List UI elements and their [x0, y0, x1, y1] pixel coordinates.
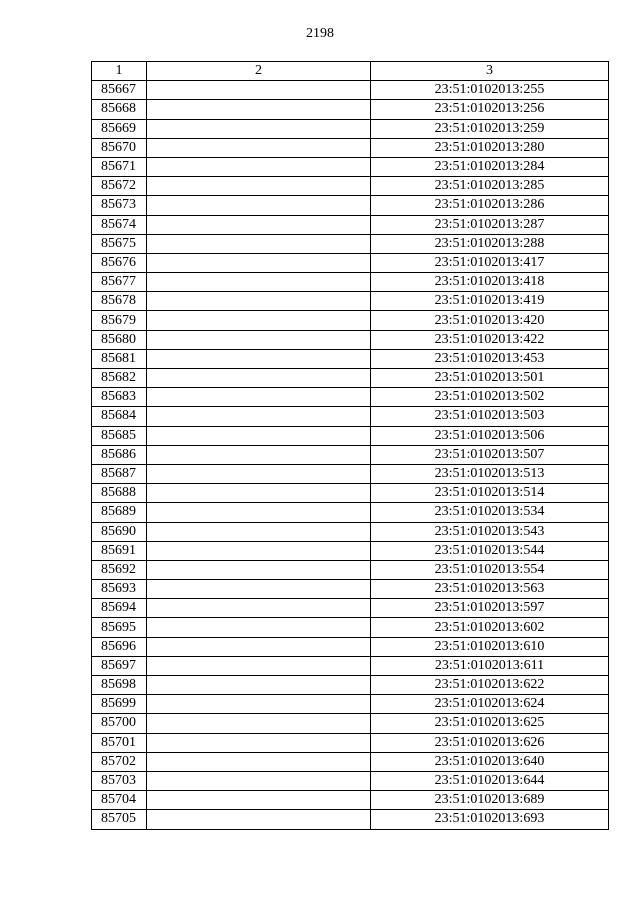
- description-cell: [147, 484, 371, 503]
- row-number-cell: 85700: [92, 714, 147, 733]
- description-cell: [147, 445, 371, 464]
- table-row: [92, 196, 609, 215]
- cadastral-number-cell: 23:51:0102013:624: [371, 695, 609, 714]
- cadastral-number-cell: 23:51:0102013:501: [371, 369, 609, 388]
- cadastral-number-cell: 23:51:0102013:259: [371, 119, 609, 138]
- cadastral-number-cell: 23:51:0102013:644: [371, 771, 609, 790]
- row-number-cell: 85696: [92, 637, 147, 656]
- row-number-cell: 85693: [92, 580, 147, 599]
- row-number-cell: 85694: [92, 599, 147, 618]
- table-row: [92, 349, 609, 368]
- row-number-cell: 85679: [92, 311, 147, 330]
- table-row: [92, 676, 609, 695]
- row-number-cell: 85704: [92, 791, 147, 810]
- cadastral-number-cell: 23:51:0102013:544: [371, 541, 609, 560]
- cadastral-number-cell: 23:51:0102013:610: [371, 637, 609, 656]
- description-cell: [147, 138, 371, 157]
- table-row: [92, 752, 609, 771]
- table-row: [92, 177, 609, 196]
- table-row: [92, 560, 609, 579]
- description-cell: [147, 560, 371, 579]
- table-row: [92, 273, 609, 292]
- row-number-cell: 85692: [92, 560, 147, 579]
- cadastral-number-cell: 23:51:0102013:284: [371, 157, 609, 176]
- row-number-cell: 85686: [92, 445, 147, 464]
- cadastral-number-cell: 23:51:0102013:602: [371, 618, 609, 637]
- cadastral-number-cell: 23:51:0102013:689: [371, 791, 609, 810]
- description-cell: [147, 273, 371, 292]
- row-number-cell: 85695: [92, 618, 147, 637]
- row-number-cell: 85682: [92, 369, 147, 388]
- registry-table-body: [92, 62, 609, 830]
- row-number-cell: 85672: [92, 177, 147, 196]
- page-number: 2198: [306, 26, 334, 41]
- row-number-cell: 85690: [92, 522, 147, 541]
- table-row: [92, 311, 609, 330]
- row-number-cell: 85683: [92, 388, 147, 407]
- cadastral-number-cell: 23:51:0102013:418: [371, 273, 609, 292]
- table-row: [92, 426, 609, 445]
- description-cell: [147, 791, 371, 810]
- cadastral-number-cell: 23:51:0102013:622: [371, 676, 609, 695]
- row-number-cell: 85703: [92, 771, 147, 790]
- table-row: [92, 330, 609, 349]
- cadastral-number-cell: 23:51:0102013:288: [371, 234, 609, 253]
- cadastral-number-cell: 23:51:0102013:285: [371, 177, 609, 196]
- cadastral-number-cell: 23:51:0102013:597: [371, 599, 609, 618]
- cadastral-number-cell: 23:51:0102013:506: [371, 426, 609, 445]
- table-row: [92, 369, 609, 388]
- row-number-cell: 85691: [92, 541, 147, 560]
- row-number-cell: 85684: [92, 407, 147, 426]
- column-header-1: 1: [92, 62, 147, 81]
- table-row: [92, 771, 609, 790]
- table-row: [92, 157, 609, 176]
- cadastral-number-cell: 23:51:0102013:543: [371, 522, 609, 541]
- description-cell: [147, 196, 371, 215]
- description-cell: [147, 292, 371, 311]
- cadastral-number-cell: 23:51:0102013:514: [371, 484, 609, 503]
- cadastral-number-cell: 23:51:0102013:611: [371, 656, 609, 675]
- row-number-cell: 85687: [92, 464, 147, 483]
- description-cell: [147, 349, 371, 368]
- description-cell: [147, 330, 371, 349]
- cadastral-number-cell: 23:51:0102013:640: [371, 752, 609, 771]
- row-number-cell: 85671: [92, 157, 147, 176]
- cadastral-number-cell: 23:51:0102013:534: [371, 503, 609, 522]
- row-number-cell: 85678: [92, 292, 147, 311]
- description-cell: [147, 637, 371, 656]
- cadastral-number-cell: 23:51:0102013:503: [371, 407, 609, 426]
- description-cell: [147, 503, 371, 522]
- description-cell: [147, 388, 371, 407]
- table-row: [92, 292, 609, 311]
- table-row: [92, 81, 609, 100]
- description-cell: [147, 810, 371, 829]
- description-cell: [147, 426, 371, 445]
- description-cell: [147, 177, 371, 196]
- table-row: [92, 522, 609, 541]
- description-cell: [147, 714, 371, 733]
- description-cell: [147, 100, 371, 119]
- description-cell: [147, 580, 371, 599]
- row-number-cell: 85689: [92, 503, 147, 522]
- cadastral-number-cell: 23:51:0102013:286: [371, 196, 609, 215]
- row-number-cell: 85670: [92, 138, 147, 157]
- cadastral-number-cell: 23:51:0102013:419: [371, 292, 609, 311]
- description-cell: [147, 676, 371, 695]
- description-cell: [147, 215, 371, 234]
- table-row: [92, 695, 609, 714]
- row-number-cell: 85673: [92, 196, 147, 215]
- cadastral-number-cell: 23:51:0102013:420: [371, 311, 609, 330]
- description-cell: [147, 157, 371, 176]
- table-row: [92, 714, 609, 733]
- table-row: [92, 580, 609, 599]
- row-number-cell: 85680: [92, 330, 147, 349]
- table-row: [92, 215, 609, 234]
- description-cell: [147, 599, 371, 618]
- row-number-cell: 85699: [92, 695, 147, 714]
- table-row: [92, 100, 609, 119]
- table-row: [92, 503, 609, 522]
- column-header-3: 3: [371, 62, 609, 81]
- table-row: [92, 656, 609, 675]
- description-cell: [147, 522, 371, 541]
- description-cell: [147, 695, 371, 714]
- description-cell: [147, 733, 371, 752]
- cadastral-number-cell: 23:51:0102013:417: [371, 253, 609, 272]
- description-cell: [147, 752, 371, 771]
- row-number-cell: 85685: [92, 426, 147, 445]
- table-row: [92, 791, 609, 810]
- table-row: [92, 407, 609, 426]
- table-row: [92, 637, 609, 656]
- cadastral-number-cell: 23:51:0102013:280: [371, 138, 609, 157]
- description-cell: [147, 618, 371, 637]
- description-cell: [147, 119, 371, 138]
- cadastral-number-cell: 23:51:0102013:625: [371, 714, 609, 733]
- table-row: [92, 388, 609, 407]
- row-number-cell: 85674: [92, 215, 147, 234]
- description-cell: [147, 407, 371, 426]
- table-row: [92, 445, 609, 464]
- registry-table: [91, 61, 609, 830]
- column-header-2: 2: [147, 62, 371, 81]
- table-row: [92, 234, 609, 253]
- description-cell: [147, 234, 371, 253]
- cadastral-number-cell: 23:51:0102013:287: [371, 215, 609, 234]
- description-cell: [147, 464, 371, 483]
- table-row: [92, 138, 609, 157]
- table-row: [92, 484, 609, 503]
- cadastral-number-cell: 23:51:0102013:626: [371, 733, 609, 752]
- row-number-cell: 85701: [92, 733, 147, 752]
- cadastral-number-cell: 23:51:0102013:513: [371, 464, 609, 483]
- row-number-cell: 85688: [92, 484, 147, 503]
- table-row: [92, 599, 609, 618]
- row-number-cell: 85677: [92, 273, 147, 292]
- table-row: [92, 464, 609, 483]
- table-row: [92, 253, 609, 272]
- table-row: [92, 810, 609, 829]
- row-number-cell: 85698: [92, 676, 147, 695]
- cadastral-number-cell: 23:51:0102013:693: [371, 810, 609, 829]
- table-row: [92, 541, 609, 560]
- table-header-row: [92, 62, 609, 81]
- cadastral-number-cell: 23:51:0102013:256: [371, 100, 609, 119]
- table-row: [92, 733, 609, 752]
- row-number-cell: 85702: [92, 752, 147, 771]
- cadastral-number-cell: 23:51:0102013:502: [371, 388, 609, 407]
- description-cell: [147, 253, 371, 272]
- table-row: [92, 618, 609, 637]
- description-cell: [147, 771, 371, 790]
- row-number-cell: 85675: [92, 234, 147, 253]
- description-cell: [147, 311, 371, 330]
- table-row: [92, 119, 609, 138]
- cadastral-number-cell: 23:51:0102013:453: [371, 349, 609, 368]
- cadastral-number-cell: 23:51:0102013:554: [371, 560, 609, 579]
- row-number-cell: 85667: [92, 81, 147, 100]
- cadastral-number-cell: 23:51:0102013:507: [371, 445, 609, 464]
- description-cell: [147, 369, 371, 388]
- row-number-cell: 85681: [92, 349, 147, 368]
- description-cell: [147, 541, 371, 560]
- row-number-cell: 85669: [92, 119, 147, 138]
- row-number-cell: 85676: [92, 253, 147, 272]
- cadastral-number-cell: 23:51:0102013:422: [371, 330, 609, 349]
- description-cell: [147, 81, 371, 100]
- description-cell: [147, 656, 371, 675]
- cadastral-number-cell: 23:51:0102013:255: [371, 81, 609, 100]
- row-number-cell: 85668: [92, 100, 147, 119]
- row-number-cell: 85697: [92, 656, 147, 675]
- cadastral-number-cell: 23:51:0102013:563: [371, 580, 609, 599]
- row-number-cell: 85705: [92, 810, 147, 829]
